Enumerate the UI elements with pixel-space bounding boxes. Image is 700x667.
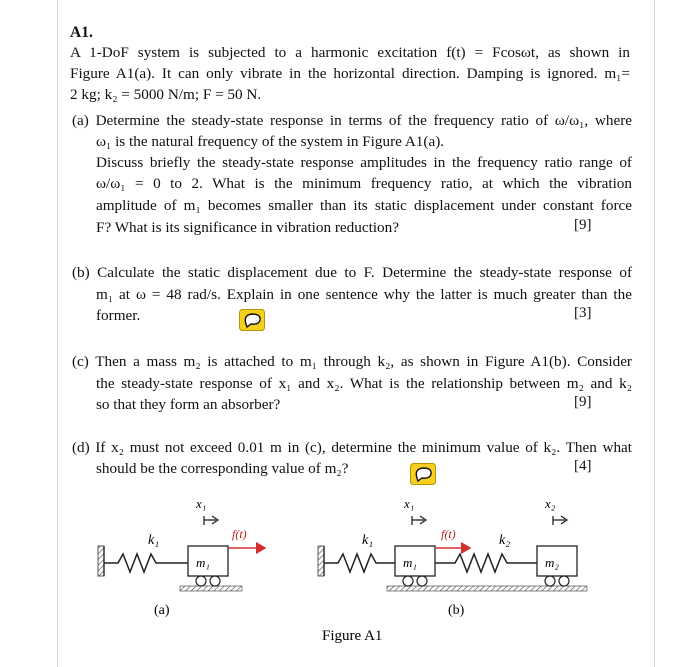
intro-line-2: Figure A1(a). It can only vibrate in the horizontal direction. Damping is ignored. m₁= [70, 65, 630, 82]
part-a-line-1: (a) Determine the steady-state response in terms of the frequency ratio of ω/ω₁, where [72, 112, 632, 129]
part-a-line-3: Discuss briefly the steady-state response amplitudes in the frequency ratio range of [96, 154, 632, 171]
intro-line-1: A 1-DoF system is subjected to a harmonic excitation f(t) = Fcosωt, as shown in [70, 44, 630, 61]
label-x1-b: x₁ [404, 496, 415, 511]
comment-note-icon[interactable] [410, 463, 436, 485]
part-a-line-2: ω₁ is the natural frequency of the system in Figure A1(a). [96, 133, 445, 150]
part-b-line-2: m₁ at ω = 48 rad/s. Explain in one sentence why the latter is much greater than the [96, 286, 632, 303]
label-f-a: f(t) [232, 527, 247, 541]
part-d-marks: [4] [574, 458, 592, 474]
part-c-line-1: (c) Then a mass m₂ is attached to m₁ through k₂, as shown in Figure A1(b). Consider [72, 353, 632, 370]
figure-a1 [90, 488, 610, 666]
label-x1-a: x₁ [196, 496, 207, 511]
caption-sub-a: (a) [154, 603, 170, 618]
label-f-b: f(t) [441, 527, 456, 541]
question-title: A1. [70, 24, 93, 41]
part-d-line-2: should be the corresponding value of m₂? [96, 460, 349, 477]
spring-k1-a [104, 554, 188, 572]
part-c-line-2: the steady-state response of x₁ and x₂. What is the relationship between m₂ and k₂ [96, 375, 632, 392]
ground-b [387, 586, 587, 591]
label-x2-b: x₂ [545, 496, 556, 511]
label-m1-a: m₁ [196, 555, 210, 570]
comment-note-icon[interactable] [239, 309, 265, 331]
part-a-line-6: F? What is its significance in vibration reduction? [96, 219, 399, 236]
label-k1-b: k₁ [362, 533, 374, 548]
part-b-marks: [3] [574, 305, 592, 321]
part-a-line-4: ω/ω₁ = 0 to 2. What is the minimum frequency ratio, at which the vibration [96, 175, 632, 192]
part-c-line-3: so that they form an absorber? [96, 396, 281, 413]
figure-caption: Figure A1 [322, 628, 383, 644]
part-b-line-1: (b) Calculate the static displacement due to F. Determine the steady-state response of [72, 264, 632, 281]
wall-a [98, 546, 104, 576]
spring-k2-b [435, 554, 537, 572]
part-b-line-3: former. [96, 307, 141, 324]
spring-k1-b [324, 554, 395, 572]
part-a-marks: [9] [574, 217, 592, 233]
label-k2-b: k₂ [499, 533, 511, 548]
label-k1-a: k₁ [148, 533, 160, 548]
part-d-line-1: (d) If x₂ must not exceed 0.01 m in (c), determine the minimum value of k₂. Then what [72, 439, 632, 456]
label-m2-b: m₂ [545, 555, 559, 570]
wall-b [318, 546, 324, 576]
label-m1-b: m₁ [403, 555, 417, 570]
ground-a [180, 586, 242, 591]
part-a-line-5: amplitude of m₁ becomes smaller than its static displacement under constant force [96, 197, 632, 214]
part-c-marks: [9] [574, 394, 592, 410]
caption-sub-b: (b) [448, 603, 465, 618]
intro-line-3: 2 kg; k₂ = 5000 N/m; F = 50 N. [70, 86, 262, 103]
